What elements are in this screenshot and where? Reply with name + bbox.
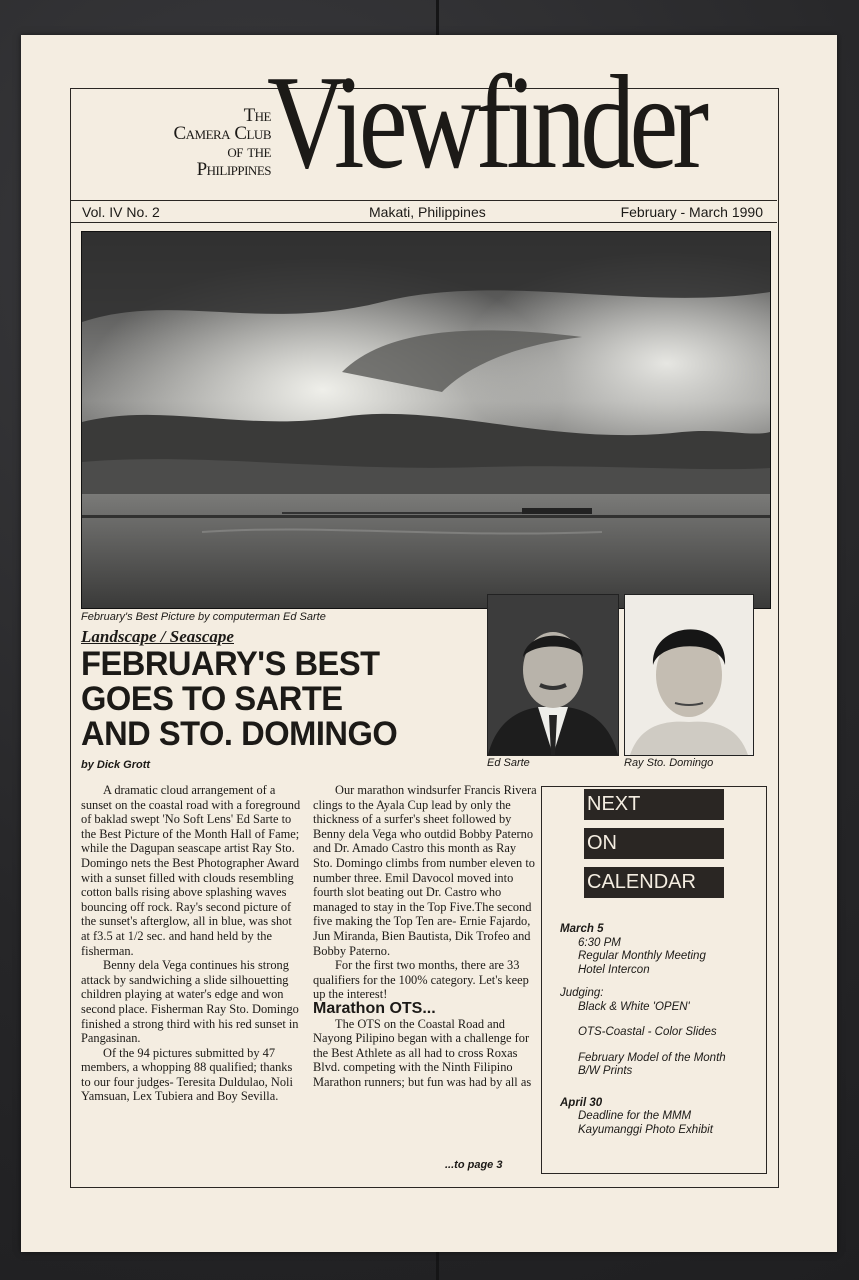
judging-item-sub: B/W Prints — [578, 1065, 633, 1077]
paragraph: The OTS on the Coastal Road and Nayong Pilipino began with a challenge for the Best Athlete as all had to cross Roxas Blvd. competing with the Ninth Filipino Marathon runners; but fun was had by all as — [313, 1016, 532, 1089]
headline-line-1: FEBRUARY'S BEST — [81, 645, 380, 683]
club-name — [173, 107, 271, 179]
calendar-entries — [560, 923, 726, 1137]
club-line-2: Camera Club — [173, 123, 271, 144]
club-line-4: Philippines — [196, 159, 271, 180]
best-picture-photo — [81, 231, 771, 609]
photo-caption: February's Best Picture by computerman Ed Sarte — [81, 611, 326, 623]
club-line-1: The — [243, 105, 271, 126]
section-kicker: Landscape / Seascape — [81, 627, 234, 646]
headline-line-2: GOES TO SARTE — [81, 680, 343, 718]
paragraph: Benny dela Vega continues his strong attack by sandwiching a slide silhouetting children playing at water's edge and won second place. Fisherman Ray Sto. Domingo finished a strong third with his red sunset in Pangasinan. — [81, 958, 299, 1046]
club-line-3: of the — [227, 141, 271, 162]
newsletter-title: Viewfinder — [267, 48, 704, 196]
subhead-marathon-ots: Marathon OTS... — [313, 999, 436, 1017]
newsletter-page — [21, 35, 837, 1252]
calendar-tag-calendar: CALENDAR — [584, 867, 724, 898]
calendar-tag-on: ON — [584, 828, 724, 859]
volume-number: Vol. IV No. 2 — [82, 204, 160, 220]
byline: by Dick Grott — [81, 759, 151, 771]
issue-date: February - March 1990 — [620, 204, 763, 220]
portrait-ed-sarte — [487, 594, 619, 756]
judging-item: February Model of the Month — [578, 1051, 726, 1064]
paragraph: Our marathon windsurfer Francis Rivera clings to the Ayala Cup lead by only the thickness of a surfer's sheet followed by Benny dela Vega who outdid Bobby Paterno and Dr. Amado Castro this month as Ray Sto. Domingo climbs from number eleven to number three. Emil Davocol moved into fourth slot beating out Dr. Castro who managed to stay in the Top Five.The second five making the Top Ten are- Ernie Fajardo, Jun Miranda, Bien Bautista, Dik Trofeo and Bobby Paterno. — [313, 783, 537, 958]
calendar-box — [541, 786, 767, 1174]
event-venue: Hotel Intercon — [578, 963, 650, 976]
judging-item: OTS-Coastal - Color Slides — [578, 1026, 717, 1038]
deadline-item: Deadline for the MMM — [578, 1110, 692, 1122]
paragraph: For the first two months, there are 33 qualifiers for the 100% category. Let's keep up the interest! — [313, 958, 529, 1002]
article-column-1 — [81, 783, 303, 1104]
location: Makati, Philippines — [369, 204, 486, 220]
deadline-item: Kayumanggi Photo Exhibit — [578, 1123, 713, 1136]
portrait-ray-sto-domingo — [624, 594, 754, 756]
portrait-caption-ed-sarte: Ed Sarte — [487, 757, 530, 769]
event-title: Regular Monthly Meeting — [578, 950, 706, 962]
portrait-caption-ray-sto-domingo: Ray Sto. Domingo — [624, 757, 714, 769]
headline-line-3: AND STO. DOMINGO — [81, 715, 398, 753]
calendar-tag-next: NEXT — [584, 789, 724, 820]
paragraph: Of the 94 pictures submitted by 47 members, a whopping 88 qualified; thanks to our four judges- Teresita Duldulao, Noli Yamsuan, Lex Tubiera and Boy Sevilla. — [81, 1045, 293, 1104]
event-time: 6:30 PM — [578, 936, 621, 949]
judging-item: Black & White 'OPEN' — [578, 1000, 690, 1013]
judging-label: Judging: — [560, 987, 604, 999]
continued-link[interactable]: ...to page 3 — [445, 1159, 503, 1171]
issue-info-bar — [70, 201, 777, 223]
article-column-2 — [313, 783, 537, 1089]
headline — [81, 647, 465, 752]
event-date-april: April 30 — [560, 1096, 603, 1109]
paragraph: A dramatic cloud arrangement of a sunset on the coastal road with a foreground of baklad swept 'No Soft Lens' Ed Sarte to the Best Picture of the Month Hall of Fame; while the Dagupan seascape artist Ray Sto. Domingo nets the Best Photographer Award with a sunset filled with clouds resembling cotton balls rising above splashing waves bouncing off rock. Ray's second picture of the sunset's afterglow, all in blue, was shot at f3.5 at 1/2 sec. and hand held by the fisherman. — [81, 783, 301, 958]
event-date-march: March 5 — [560, 923, 604, 935]
